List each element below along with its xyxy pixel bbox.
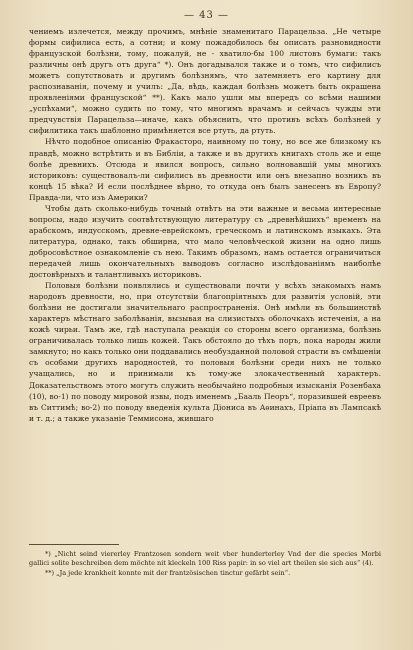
body-text [29, 26, 381, 424]
paragraph: чениемъ излечется, между прочимъ, мнѣніе знаменитаго Парацельза. „Не четыре формы сифилиса есть, а сотни; и кому пожадобилось бы описать разновидности французской болѣзни, тому, пожалуй, не - хватило-бы 100 листовъ бумаги: такъ различны онѣ другъ отъ друга“ *). Онъ догадывался также и о томъ, что сифилисъ можетъ сопутствовать и другимъ болѣзнямъ, что затемняетъ его картину для распознаванія, почему и училъ: „Да, вѣдь, каждая болѣзнь можетъ быть окрашена проявленіями французской“ **). Какъ мало ушли мы впередъ со всѣми нашими „успѣхами“, можно судить по тому, что многимъ врачамъ и сейчасъ чужды эти предчувствія Парацельза—иначе, какъ объяснить, что противъ всѣхъ болѣзней у сифилитика такъ шаблонно примѣняется все ртуть, да ртуть. [29, 27, 381, 136]
page-number: — 43 — [183, 10, 230, 21]
paragraph: Половыя болѣзни появлялись и существовали почти у всѣхъ знакомыхъ намъ народовъ древности, но, при отсутствіи благопріятныхъ для развитія условій, эти болѣзни не достигали значительнаго распространенія. Онѣ имѣли въ большинствѣ характеръ мѣстнаго заболѣванія, вызывая на слизистыхъ оболочкахъ истеченія, а на кожѣ чирьи. Тамъ же, гдѣ наступала реакція со стороны всего организма, болѣзнь ограничивалась только лишь кожей. Такъ обстояло до тѣхъ поръ, пока народы жили замкнуто; но какъ только они поддавались необузданной половой страсти въ смѣшеніи съ особами другихъ народностей, то половыя болѣзни среди нихъ не только учащались, но и принимали къ тому-же злокачественный характеръ. Доказательствомъ этого могутъ служить необычайно подробныя изысканія Розенбаха (10), во-1) по поводу мировой язвы, подъ именемъ „Бааль Пеоръ“, поразившей евреевъ въ Ситтимѣ; во-2) по поводу введенія культа Діониса въ Аѳинахъ, Пріапа въ Лампсакѣ и т. д.; а также указаніе Теммисона, жившаго [29, 281, 381, 423]
paragraph: Нѣчто подобное описанію Фракасторо, наивному по тону, но все же близкому къ правдѣ, можно встрѣтить и въ Библіи, а также и въ другихъ книгахъ столь же и еще болѣе древнихъ. Отсюда и явился вопросъ, сильно волновавшій умы многихъ историковъ: существовалъ-ли сифилисъ въ древности или онъ внезапно возникъ въ концѣ 15 вѣка? И если послѣднее вѣрно, то откуда онъ былъ занесенъ въ Европу? Правда-ли, что изъ Америки? [29, 137, 381, 202]
footnotes [29, 550, 381, 578]
footnote-divider [29, 544, 119, 545]
paragraph: Чтобы дать сколько-нибудь точный отвѣтъ на эти важные и весьма интересные вопросы, надо изучить соотвѣтствующую литературу съ „древнѣйшихъ“ временъ на арабскомъ, индусскомъ, древне-еврейскомъ, греческомъ и латинскомъ языкахъ. Эта литература, однако, такъ обширна, что мало человѣческой жизни на одно лишь добросовѣстное ознакомленіе съ нею. Такимъ образомъ, намъ остается ограничиться передачей лишь окончательныхъ выводовъ согласно изслѣдованіямъ наиболѣе достовѣрныхъ и талантливыхъ историковъ. [29, 203, 381, 280]
footnote: **) „Ja jede krankheit konnte mit der frantzösischen tinctur gefärbt sein“. [45, 568, 291, 577]
footnote: *) „Nicht seind viererley Frantzosen sondern weit vber hunderterley Vnd der die species Morbi gallici solite beschreiben dem möchte nit kleckeln 100 Riss papir: in so viel art theilen sie sich aus“ (4). [29, 550, 381, 568]
